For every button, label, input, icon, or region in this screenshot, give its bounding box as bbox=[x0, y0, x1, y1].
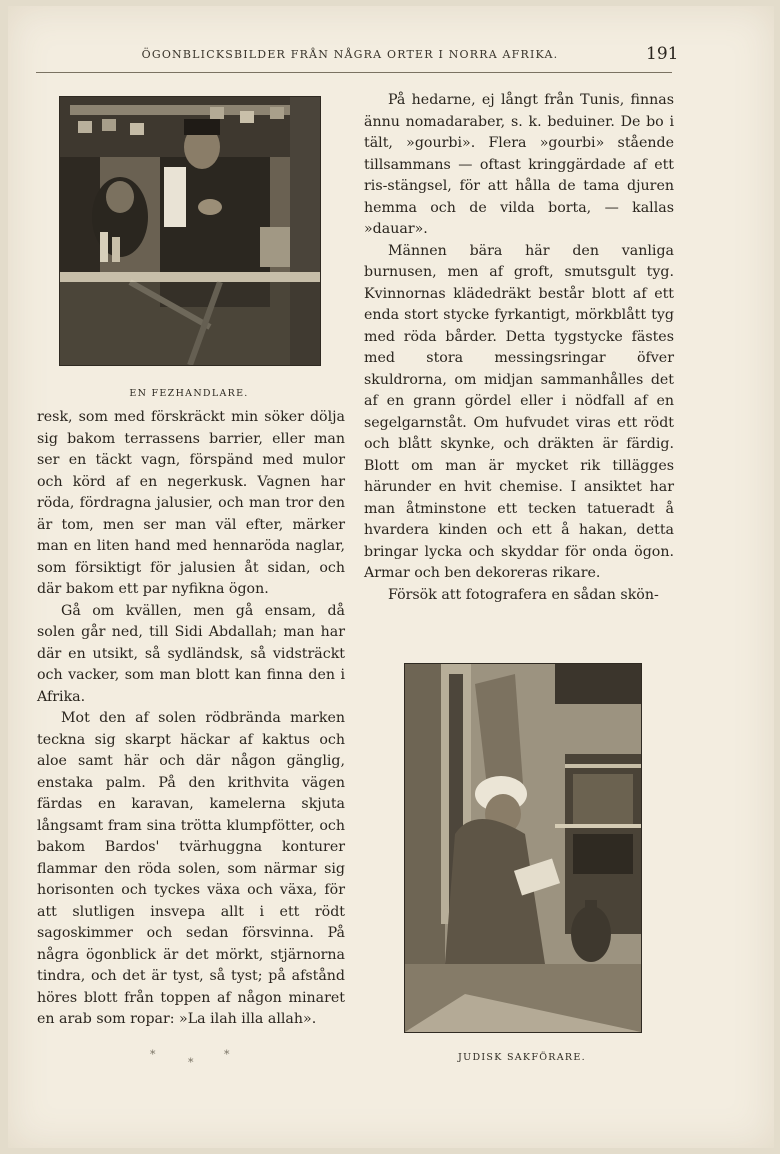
paragraph: På hedarne, ej långt från Tunis, finnas ännu nomadaraber, s. k. beduiner. De bo i tält, »gourbi». Flera »gourbi» stående tillsammans — oftast kringgärdade af ett ris-stängsel, för att hålla de tama djuren hemma och de vilda borta, — kallas »dauar». bbox=[364, 92, 674, 237]
left-column bbox=[37, 407, 345, 1031]
running-head: ÖGONBLICKSBILDER FRÅN NÅGRA ORTER I NORRA AFRIKA. bbox=[141, 48, 559, 61]
page-number: 191 bbox=[646, 44, 679, 64]
paragraph: Männen bära här den vanliga burnusen, men af groft, smutsgult tyg. Kvinnornas klädedräkt består blott af ett enda stort stycke fyrkantigt, mörkblått tyg med röda bårder. Detta tygstycke fästes med stora messingsringar öfver skuldrorna, om midjan sammanhålles det af en grann gördel eller i nödfall af en segelgarnståt. Om hufvudet viras ett rödt och blått skynke, och dräkten är färdig. Blott om man är mycket rik tillägges härunder en hvit chemise. I ansiktet har man åtminstone ett tecken tatueradt å hvardera kinden och ett å hakan, detta bringar lycka och skyddar för onda ögon. Armar och ben dekoreras rikare. bbox=[364, 242, 674, 581]
paragraph: Mot den af solen rödbrända marken teckna sig skarpt häckar af kaktus och aloe samt här och där någon gänglig, enstaka palm. På den krithvita vägen färdas en karavan, kamelerna skjuta långsamt fram sina trötta klumpfötter, och bakom Bardos' tvärhuggna konturer flammar den röda solen, som närmar sig horisonten och tyckes växa och växa, för att slutligen insvepa allt i ett rödt sagoskimmer och sedan försvinna. På några ögonblick är det mörkt, stjärnorna tindra, och det är tyst, så tyst; på afstånd höres blott från toppen af någon minaret en arab som ropar: »La ilah illa allah». bbox=[37, 710, 345, 1027]
fez-merchant-photo bbox=[59, 96, 321, 366]
section-break bbox=[150, 1048, 240, 1072]
judisk-sakforare-photo bbox=[404, 663, 642, 1033]
paragraph: Försök att fotografera en sådan skön- bbox=[388, 586, 659, 603]
figure-caption-judisk-sakforare: JUDISK SAKFÖRARE. bbox=[458, 1052, 586, 1063]
asterisk: * bbox=[188, 1056, 194, 1069]
header-rule bbox=[36, 72, 672, 73]
figure-caption-fezhandlare: EN FEZHANDLARE. bbox=[129, 388, 249, 399]
asterisk: * bbox=[150, 1048, 156, 1061]
asterisk: * bbox=[224, 1048, 230, 1061]
paragraph: resk, som med förskräckt min söker dölja sig bakom terrassens barrier, eller man ser en täckt vagn, förspänd med mulor och körd af en negerkusk. Vagnen har röda, fördragna jalusier, och man tror den är tom, men ser man väl efter, märker man en liten hand med hennaröda naglar, som försiktigt för jalusien åt sidan, och där bakom ett par nyfikna ögon. bbox=[37, 409, 345, 597]
right-column bbox=[364, 90, 674, 606]
paragraph: Gå om kvällen, men gå ensam, då solen går ned, till Sidi Abdallah; man har där en utsikt, så sydländsk, så vidsträckt och vacker, som man blott kan finna den i Afrika. bbox=[37, 602, 345, 705]
